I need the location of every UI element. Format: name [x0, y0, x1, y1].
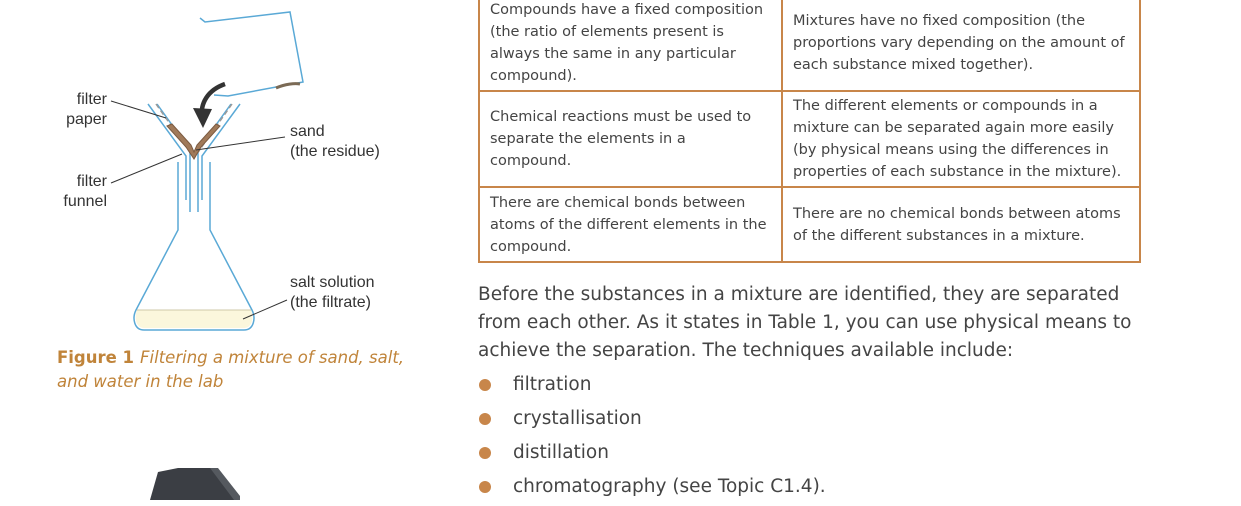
- pour-arrow-icon: [193, 84, 225, 128]
- leader-lines: [111, 101, 287, 319]
- bullet-icon: [479, 481, 491, 493]
- list-item: crystallisation: [478, 404, 826, 438]
- compounds-mixtures-table: [478, 0, 1141, 263]
- techniques-list: [478, 370, 826, 506]
- table-cell-compounds: Compounds have a fixed composition (the ratio of elements present is always the same in any particular compound).: [479, 0, 782, 91]
- figure-number: Figure 1: [57, 348, 135, 367]
- table-row: [479, 187, 1140, 262]
- filtration-diagram: [0, 0, 470, 500]
- figure-caption: [57, 346, 437, 394]
- list-item: filtration: [478, 370, 826, 404]
- pouring-beaker: [200, 12, 303, 96]
- table-cell-mixtures: There are no chemical bonds between atoms of the different substances in a mixture.: [782, 187, 1140, 262]
- label-sand: sand (the residue): [290, 123, 380, 160]
- filtrate-liquid: [136, 310, 253, 328]
- list-item: distillation: [478, 438, 826, 472]
- table-row: [479, 91, 1140, 187]
- table-cell-compounds: Chemical reactions must be used to separate the elements in a compound.: [479, 91, 782, 187]
- list-item: chromatography (see Topic C1.4).: [478, 472, 826, 506]
- bullet-icon: [479, 413, 491, 425]
- body-paragraph: Before the substances in a mixture are identified, they are separated from each other. As it states in Table 1, you can use physical means to achieve the separation. The techniques available include:: [478, 284, 1132, 361]
- conical-flask: [134, 162, 254, 330]
- table-cell-mixtures: Mixtures have no fixed composition (the proportions vary depending on the amount of each substance mixed together).: [782, 0, 1140, 91]
- bullet-icon: [479, 379, 491, 391]
- label-filter-paper: filter paper: [66, 91, 107, 128]
- figure-caption-text: Filtering a mixture of sand, salt, and water in the lab: [57, 348, 405, 391]
- table-row: [479, 0, 1140, 91]
- bullet-icon: [479, 447, 491, 459]
- table-cell-compounds: There are chemical bonds between atoms of the different elements in the compound.: [479, 187, 782, 262]
- table-cell-mixtures: The different elements or compounds in a mixture can be separated again more easily (by physical means using the differences in properties of each substance in the mixture).: [782, 91, 1140, 187]
- equipment-photo: [150, 468, 240, 500]
- label-filter-funnel: filter funnel: [63, 173, 107, 210]
- label-salt-solution: salt solution (the filtrate): [290, 274, 375, 311]
